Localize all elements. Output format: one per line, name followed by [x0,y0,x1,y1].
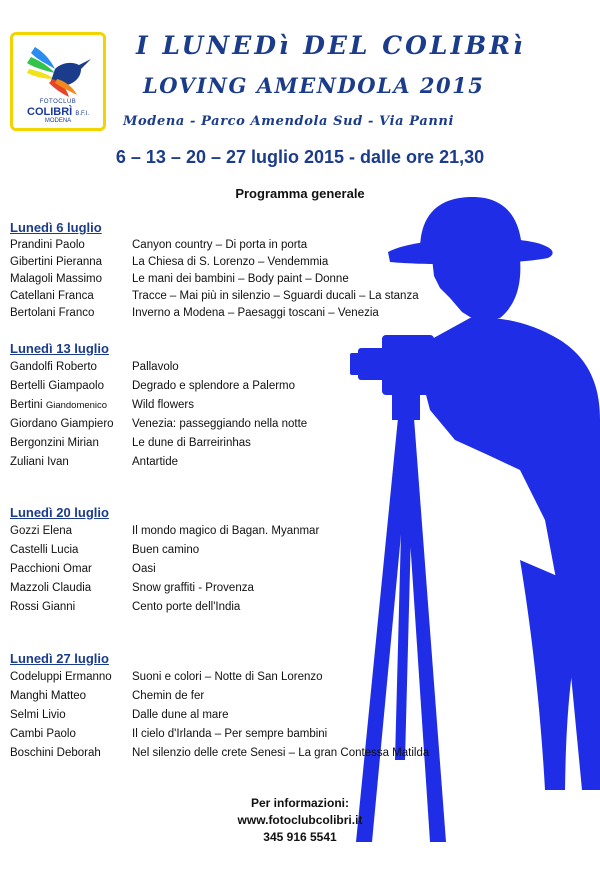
show-title: Il cielo d'Irlanda – Per sempre bambini [132,728,328,740]
section-day-heading: Lunedì 6 luglio [10,220,102,235]
logo-text-bfi: B.F.I. [75,111,89,117]
show-title: Inverno a Modena – Paesaggi toscani – Venezia [132,307,379,319]
list-item [10,687,570,706]
show-title: Cento porte dell'India [132,601,241,613]
author-name: Zuliani Ivan [10,456,69,468]
author-name: Bertelli Giampaolo [10,380,104,392]
list-item [10,415,570,434]
program-section-20-luglio [10,504,570,617]
show-title: Snow graffiti - Provenza [132,582,254,594]
show-title: Chemin de fer [132,690,205,702]
author-name: Boschini Deborah [10,747,101,759]
show-title: Oasi [132,563,156,575]
author-name: Castelli Lucia [10,544,79,556]
list-item [10,271,570,288]
section-day-heading: Lunedì 27 luglio [10,651,109,666]
author-name: Selmi Livio [10,709,66,721]
list-item [10,668,570,687]
author-name [10,396,107,415]
list-item [10,358,570,377]
show-title: Wild flowers [132,399,194,411]
logo-text-colibri [13,106,103,118]
author-name: Manghi Matteo [10,690,87,702]
show-title: Degrado e splendore a Palermo [132,380,296,392]
show-title: La Chiesa di S. Lorenzo – Vendemmia [132,256,329,268]
list-item [10,254,570,271]
author-name: Cambi Paolo [10,728,76,740]
show-title: Il mondo magico di Bagan. Myanmar [132,525,320,537]
author-name: Gozzi Elena [10,525,73,537]
author-name: Gibertini Pieranna [10,256,103,268]
show-title: Nel silenzio delle crete Senesi – La gran Contessa Matilda [132,747,430,759]
show-title: Le dune di Barreirinhas [132,437,251,449]
author-name: Gandolfi Roberto [10,361,97,373]
logo-text-modena: MODENA [44,118,72,124]
author-name: Codeluppi Ermanno [10,671,112,683]
list-item [10,579,570,598]
author-name: Bergonzini Mirian [10,437,99,449]
event-subtitle: LOVING AMENDOLA 2015 [143,73,485,98]
author-firstname: Giandomenico [45,400,108,411]
event-title: I LUNEDì DEL COLIBRì [136,31,526,60]
show-title: Canyon country – Di porta in porta [132,239,308,251]
show-title: Le mani dei bambini – Body paint – Donne [132,273,349,285]
author-name: Pacchioni Omar [10,563,92,575]
program-section-13-luglio [10,340,570,472]
contact-info [0,795,600,846]
program-section-6-luglio [10,219,570,322]
author-name: Bertolani Franco [10,307,95,319]
list-item [10,305,570,322]
author-name: Catellani Franca [10,290,94,302]
author-name: Rossi Gianni [10,601,76,613]
section-day-heading: Lunedì 13 luglio [10,341,109,356]
list-item [10,237,570,254]
author-name: Prandini Paolo [10,239,85,251]
list-item [10,725,570,744]
author-name: Malagoli Massimo [10,273,103,285]
program-title: Programma generale [235,186,365,201]
phone-number: 345 916 5541 [263,830,337,844]
list-item [10,396,570,415]
program-section-27-luglio [10,650,570,763]
list-item [10,706,570,725]
event-location: Modena - Parco Amendola Sud - Via Panni [123,114,454,129]
logo-text-colibri-name: COLIBRÌ [27,106,73,118]
show-title: Pallavolo [132,361,179,373]
list-item [10,434,570,453]
author-name: Mazzoli Claudia [10,582,92,594]
author-surname: Bertini [10,399,43,411]
show-title: Antartide [132,456,179,468]
event-dates: 6 – 13 – 20 – 27 luglio 2015 - dalle ore 21,30 [115,147,485,167]
logo-text-fotoclub: FOTOCLUB [39,99,77,105]
list-item [10,453,570,472]
list-item [10,522,570,541]
show-title: Buen camino [132,544,200,556]
list-item [10,598,570,617]
hummingbird-icon [21,39,95,99]
list-item [10,560,570,579]
show-title: Dalle dune al mare [132,709,229,721]
website-link[interactable]: www.fotoclubcolibri.it [237,813,363,827]
list-item [10,377,570,396]
show-title: Tracce – Mai più in silenzio – Sguardi ducali – La stanza [132,290,419,302]
list-item [10,288,570,305]
list-item [10,541,570,560]
contact-label: Per informazioni: [250,796,349,810]
show-title: Suoni e colori – Notte di San Lorenzo [132,671,323,683]
list-item [10,744,570,763]
club-logo [10,32,106,131]
section-day-heading: Lunedì 20 luglio [10,505,109,520]
show-title: Venezia: passeggiando nella notte [132,418,308,430]
author-name: Giordano Giampiero [10,418,114,430]
